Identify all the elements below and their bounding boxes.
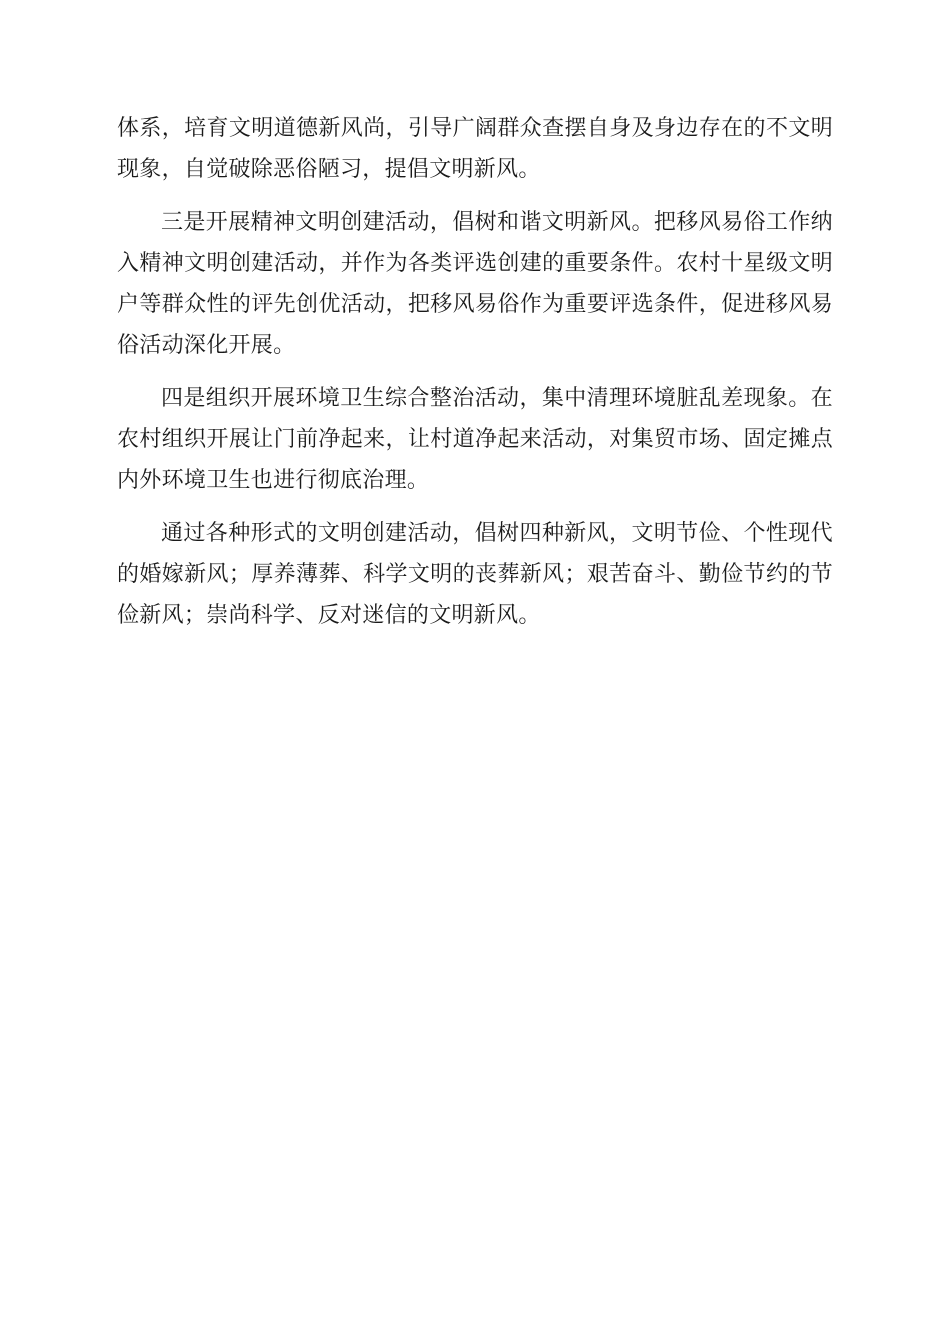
paragraph-four-new-customs: 通过各种形式的文明创建活动，倡树四种新风，文明节俭、个性现代的婚嫁新风；厚养薄葬、科学文明的丧葬新风；艰苦奋斗、勤俭节约的节俭新风；崇尚科学、反对迷信的文明新风。 bbox=[117, 521, 833, 628]
paragraph-environmental-sanitation: 四是组织开展环境卫生综合整治活动，集中清理环境脏乱差现象。在农村组织开展让门前净起来，让村道净起来活动，对集贸市场、固定摊点内外环境卫生也进行彻底治理。 bbox=[117, 386, 833, 493]
paragraph-spiritual-civilization: 三是开展精神文明创建活动，倡树和谐文明新风。把移风易俗工作纳入精神文明创建活动，并作为各类评选创建的重要条件。农村十星级文明户等群众性的评先创优活动，把移风易俗作为重要评选条件，促进移风易俗活动深化开展。 bbox=[117, 210, 833, 358]
paragraph-continuation: 体系，培育文明道德新风尚，引导广阔群众查摆自身及身边存在的不文明现象，自觉破除恶俗陋习，提倡文明新风。 bbox=[117, 116, 833, 182]
document-body bbox=[117, 108, 833, 648]
